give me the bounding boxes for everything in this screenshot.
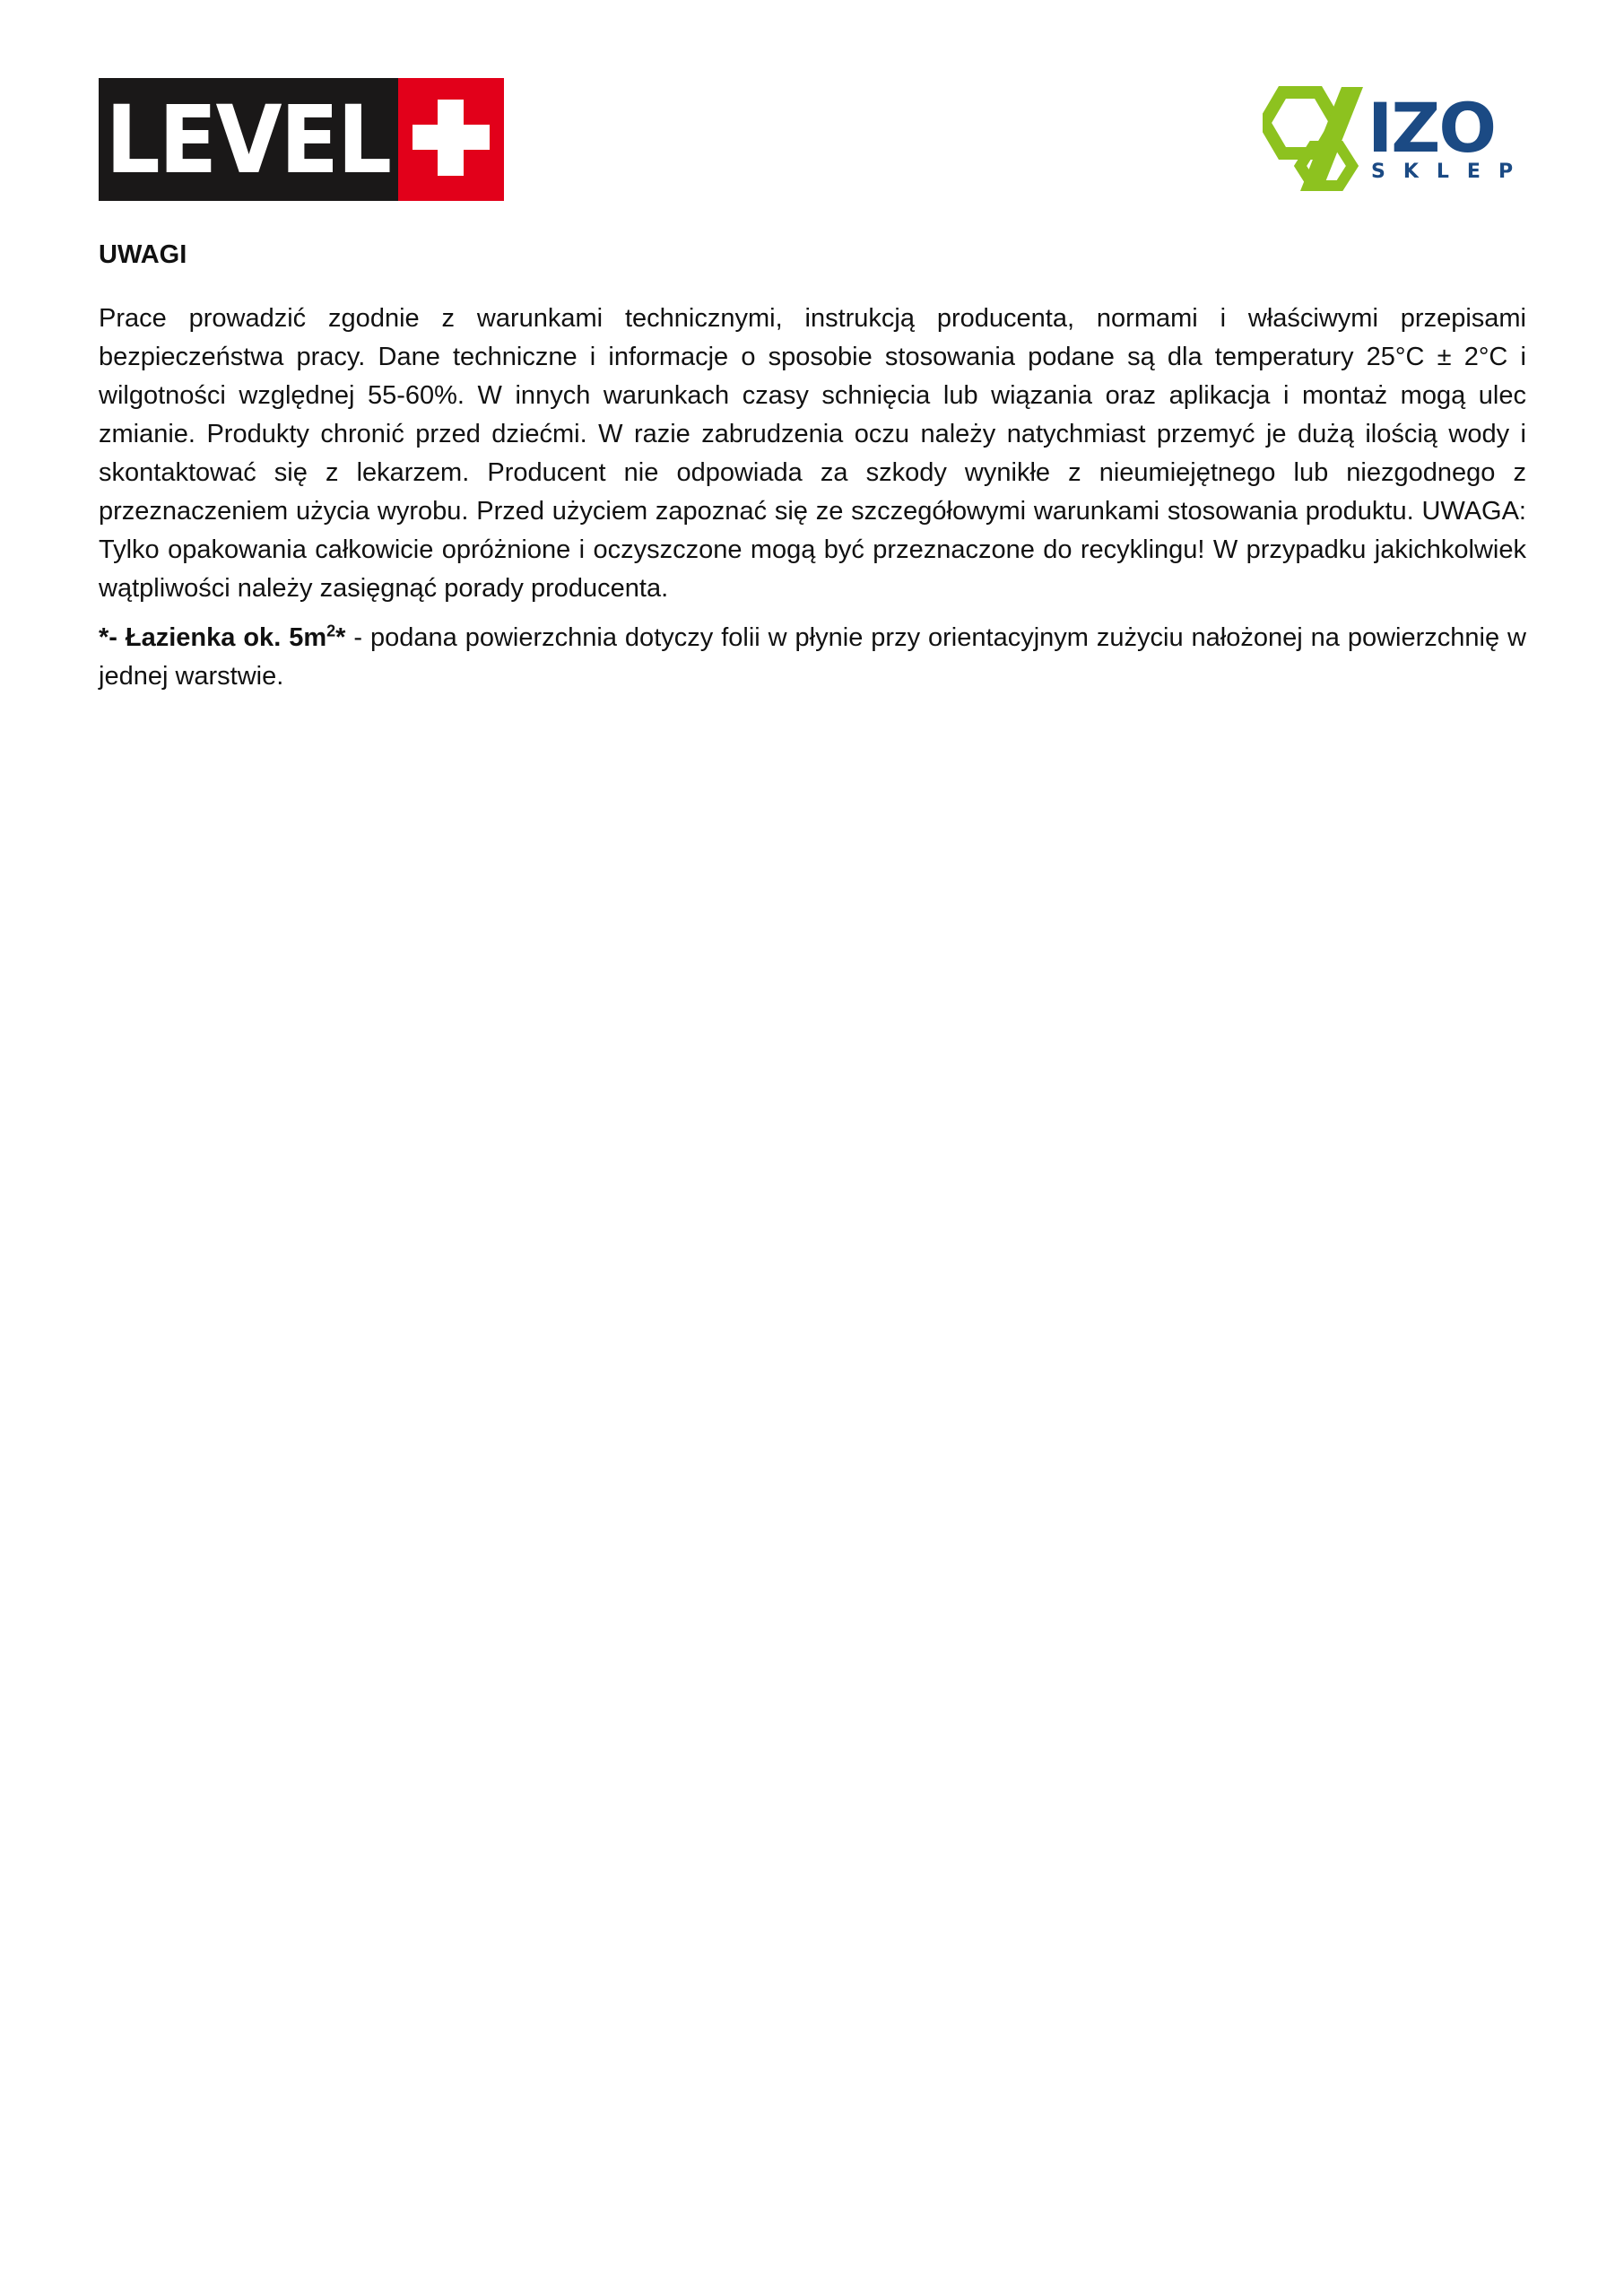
hexagon-icon (1263, 85, 1370, 193)
notes-paragraph: Prace prowadzić zgodnie z warunkami technicznymi, instrukcją producenta, normami i właściwymi przepisami bezpieczeństwa pracy. Dane techniczne i informacje o sposobie stosowania podane są dla temperatury 25°C ± 2°C i wilgotności względnej 55-60%. W innych warunkach czasy schnięcia lub wiązania oraz aplikacja i montaż mogą ulec zmianie. Produkty chronić przed dziećmi. W razie zabrudzenia oczu należy natychmiast przemyć je dużą ilością wody i skontaktować się z lekarzem. Producent nie odpowiada za szkody wynikłe z nieumiejętnego lub niezgodnego z przeznaczeniem użycia wyrobu. Przed użyciem zapoznać się ze szczegółowymi warunkami stosowania produktu. UWAGA: Tylko opakowania całkowicie opróżnione i oczyszczone mogą być przeznaczone do recyklingu! W przypadku jakichkolwiek wątpliwości należy zasięgnąć porady producenta. (99, 304, 1526, 603)
footnote-text: - podana powierzchnia dotyczy folii w płynie przy orientacyjnym zużyciu nałożonej na powierzchnię w jednej warstwie. (99, 623, 1526, 691)
document-content (99, 236, 1526, 707)
section-heading: UWAGI (99, 240, 187, 269)
level-logo-text-block (99, 78, 398, 201)
level-logo-text: LEVEL (106, 84, 391, 195)
level-plus-logo (99, 78, 504, 201)
footnote-paragraph (99, 619, 1526, 696)
plus-icon (398, 78, 504, 201)
izo-logo-subtitle: SKLEP (1371, 161, 1532, 183)
izo-sklep-logo (1263, 85, 1532, 193)
footnote-label: *- Łazienka ok. $5m^2*$ (99, 622, 346, 652)
izo-logo-title: IZO (1368, 88, 1495, 168)
